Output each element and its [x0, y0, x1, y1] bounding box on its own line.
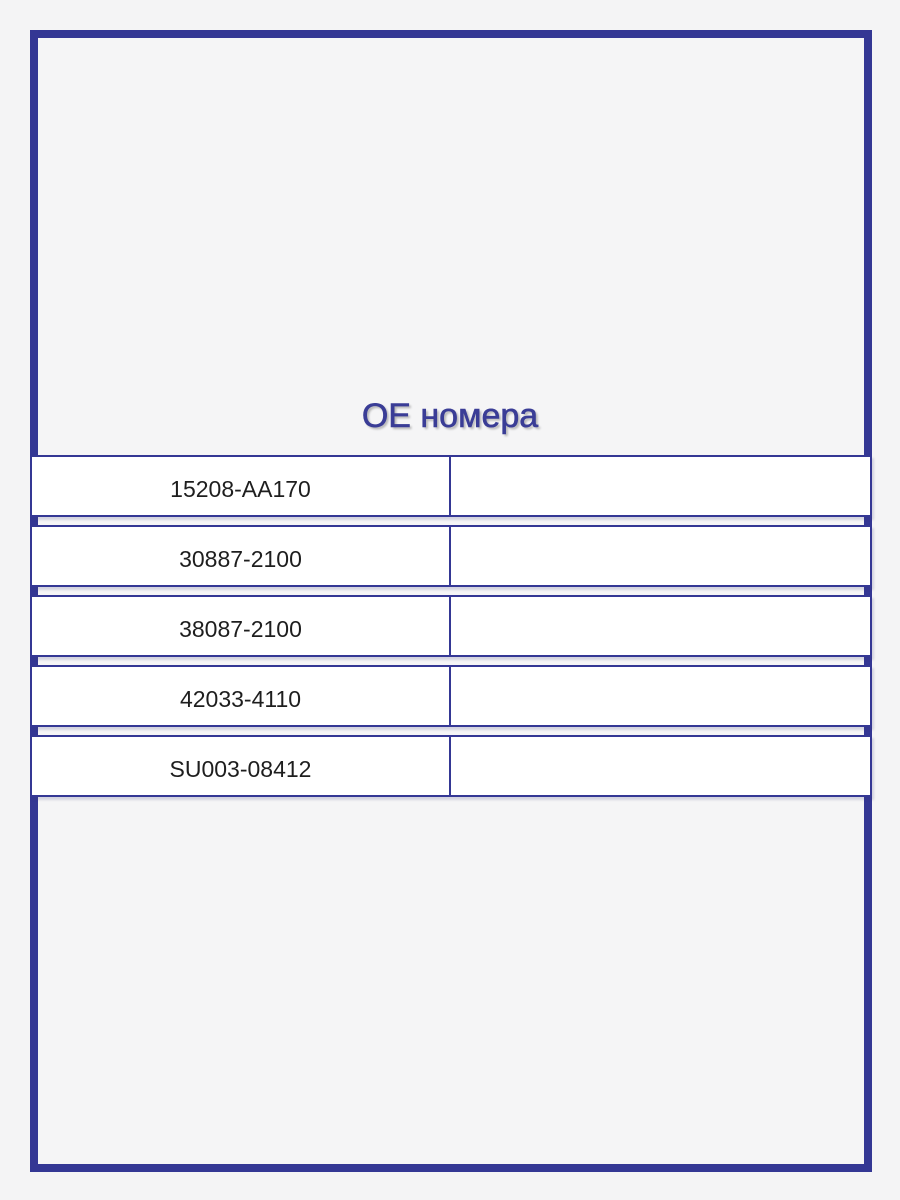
oe-value-cell: [451, 527, 870, 585]
oe-number-cell: 42033-4110: [32, 667, 451, 725]
table-row: [30, 455, 872, 517]
page-title: OE номера: [361, 397, 539, 435]
oe-value-cell: [451, 457, 870, 515]
table-row: [30, 735, 872, 797]
oe-value-cell: [451, 737, 870, 795]
table-row: [30, 525, 872, 587]
table-row: [30, 665, 872, 727]
oe-number-cell: 30887-2100: [32, 527, 451, 585]
oe-value-cell: [451, 667, 870, 725]
table-row: [30, 595, 872, 657]
oe-number-cell: 38087-2100: [32, 597, 451, 655]
oe-number-cell: 15208-AA170: [32, 457, 451, 515]
oe-value-cell: [451, 597, 870, 655]
oe-number-cell: SU003-08412: [32, 737, 451, 795]
